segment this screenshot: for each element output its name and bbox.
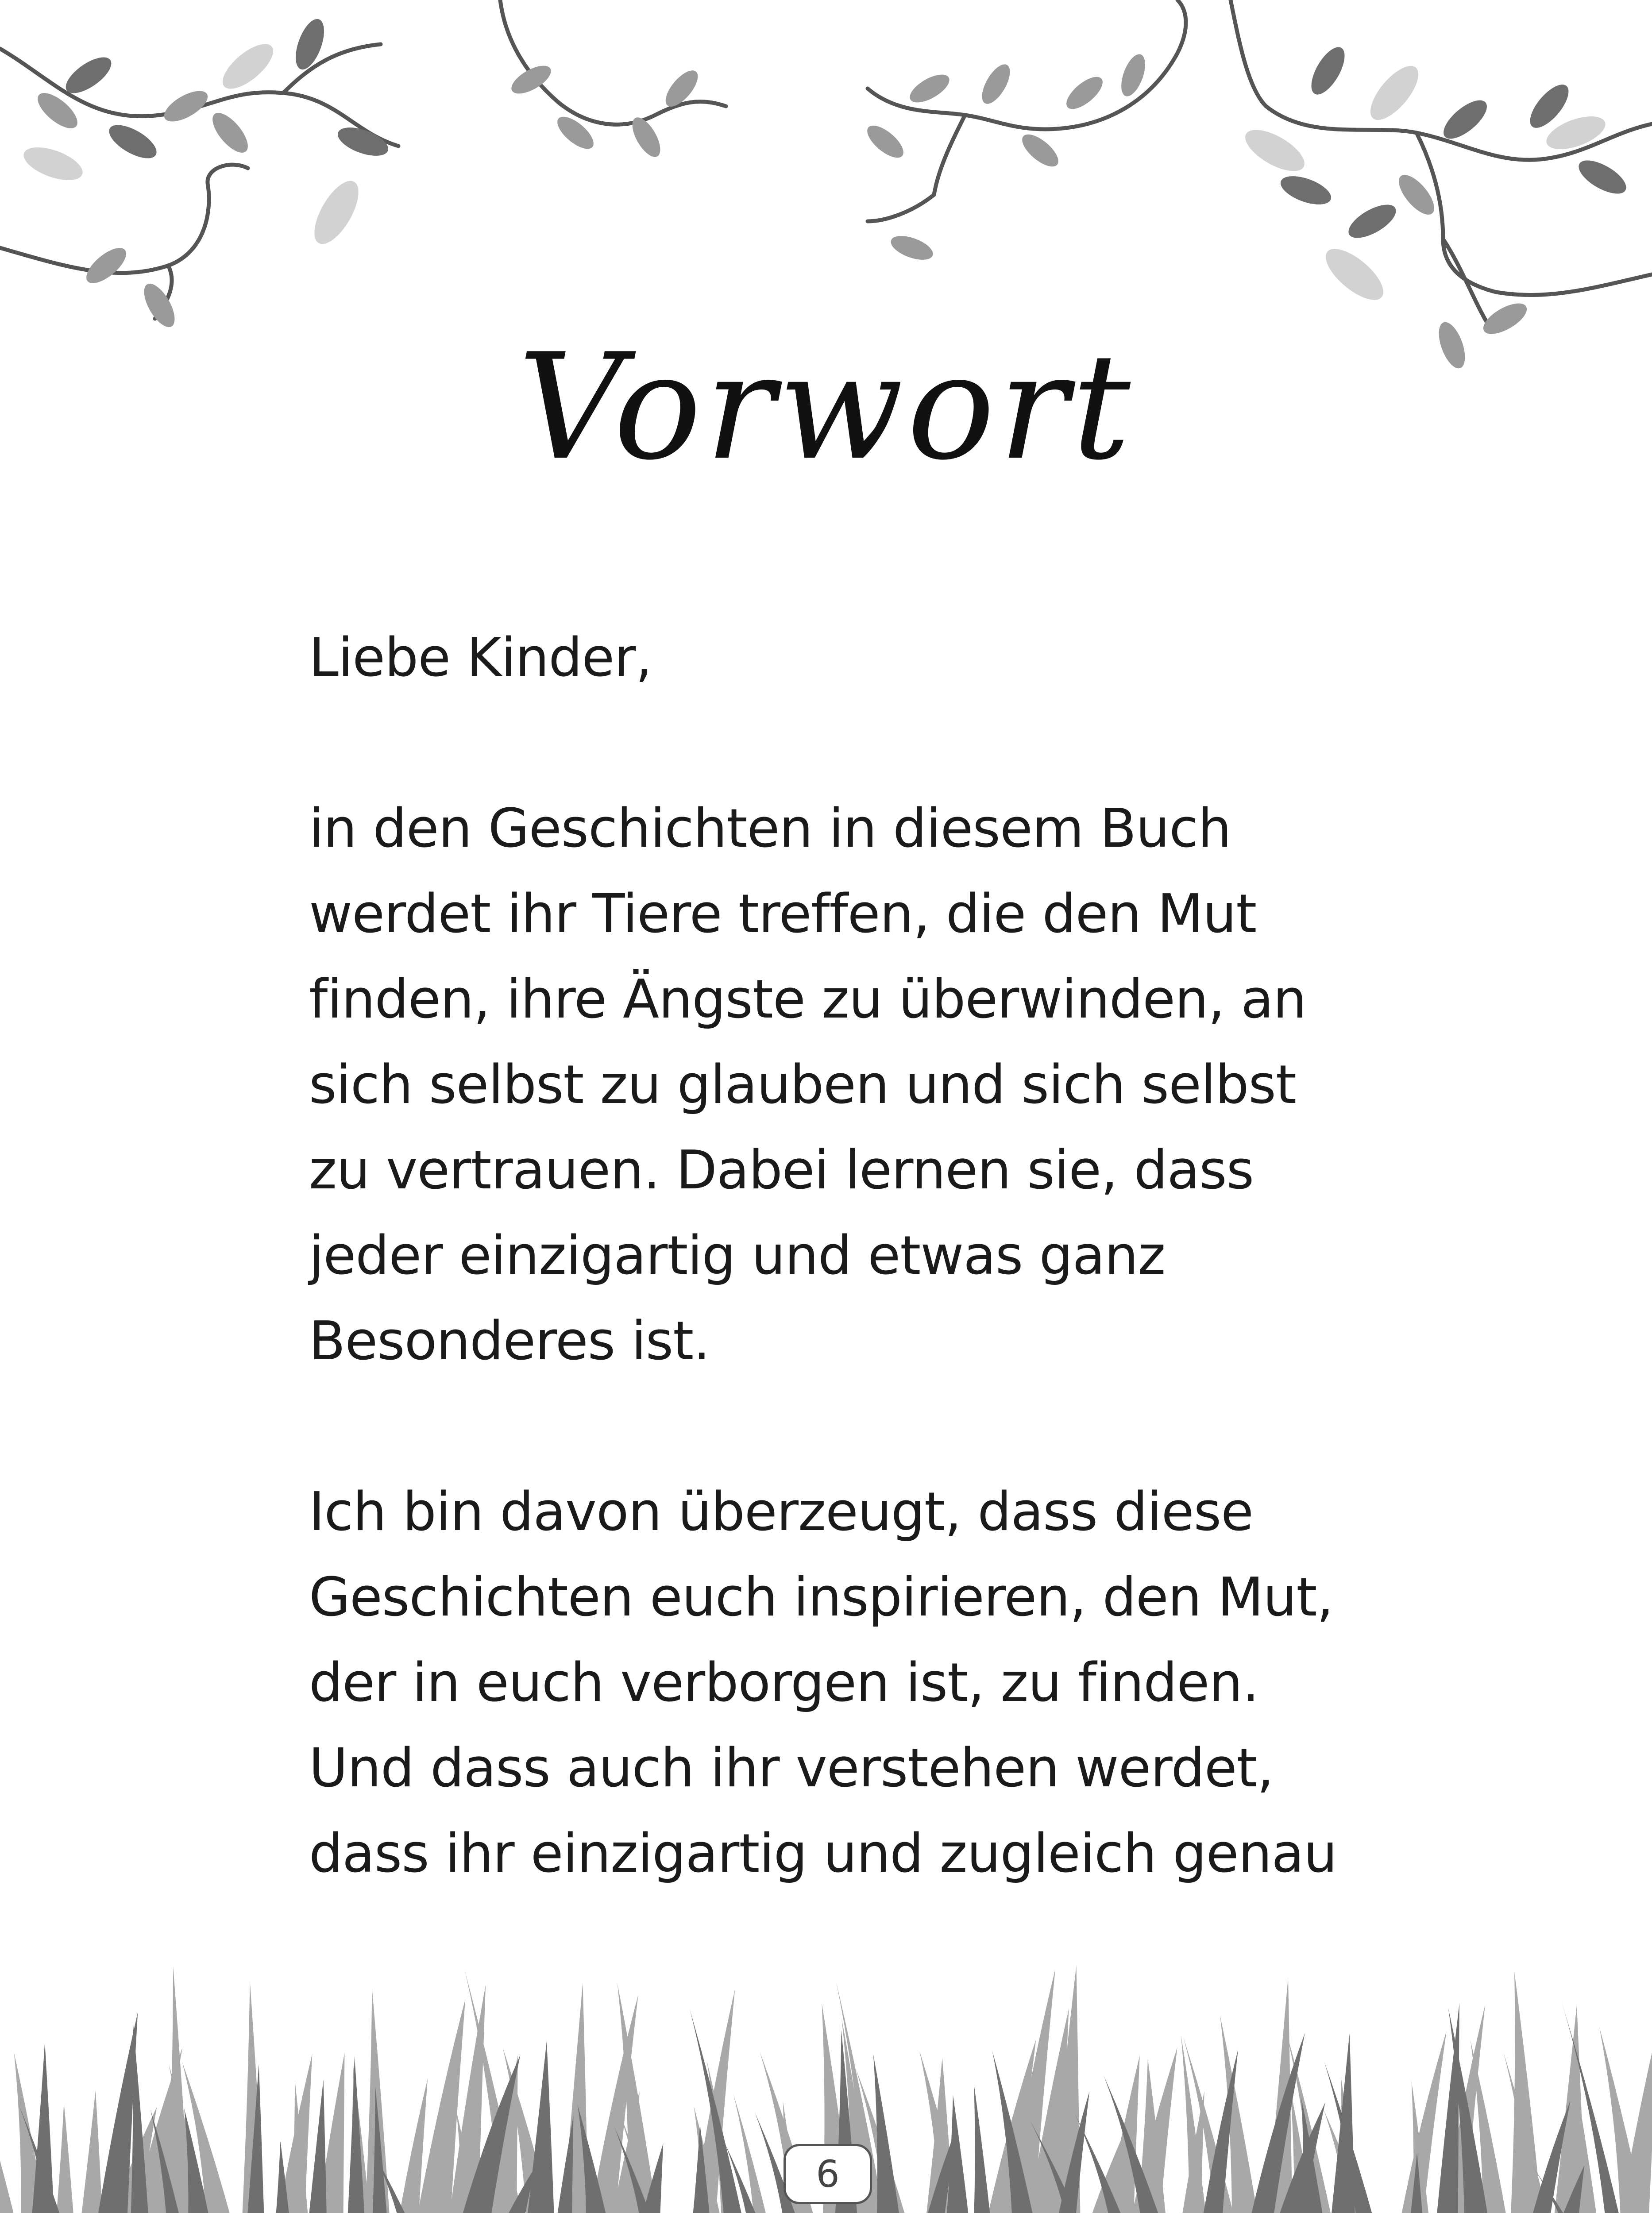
text-line: finden, ihre Ängste zu überwinden, an	[309, 969, 1306, 1030]
text-line: Ich bin davon überzeugt, dass diese	[309, 1481, 1253, 1543]
text-line: zu vertrauen. Dabei lernen sie, dass	[309, 1140, 1254, 1201]
text-line: der in euch verborgen ist, zu finden.	[309, 1652, 1259, 1714]
text-line: Und dass auch ihr verstehen werdet,	[309, 1738, 1274, 1799]
text-line: dass ihr einzigartig und zugleich genau	[309, 1823, 1337, 1885]
text-line: sich selbst zu glauben und sich selbst	[309, 1054, 1296, 1116]
text-line: werdet ihr Tiere treffen, die den Mut	[309, 883, 1257, 945]
text-line: Besonderes ist.	[309, 1311, 710, 1372]
page-title: Vorwort	[518, 322, 1134, 492]
page-number: 6	[784, 2144, 872, 2204]
text-line: Geschichten euch inspirieren, den Mut,	[309, 1567, 1333, 1628]
greeting-line: Liebe Kinder,	[309, 627, 652, 689]
text-line: in den Geschichten in diesem Buch	[309, 798, 1231, 860]
foreword-text	[309, 615, 1371, 1897]
text-line: jeder einzigartig und etwas ganz	[309, 1225, 1166, 1287]
